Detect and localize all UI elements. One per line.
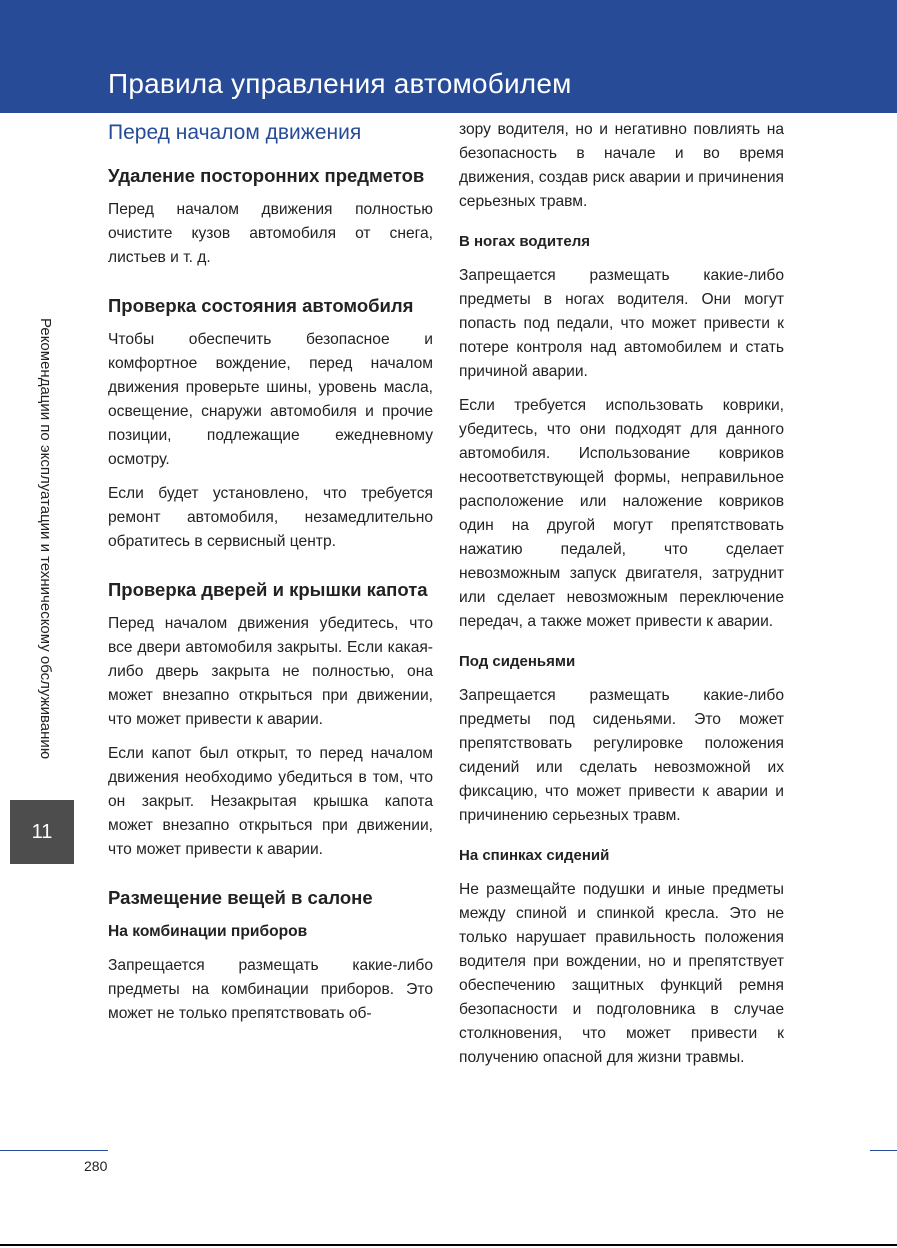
paragraph-dashboard-continued: зору водителя, но и негативно повлиять на безопасность в начале и во время движения, создав риск аварии и причинения серьезных травм. bbox=[459, 121, 784, 210]
paragraph-doors-1: Перед началом движения убедитесь, что все двери автомобиля закрыты. Если какая-либо дверь закрыта не полностью, она может внезапно открыться при движении, что может привести к аварии. bbox=[108, 615, 433, 728]
paragraph-vehicle-condition-2: Если будет установлено, что требуется ремонт автомобиля, незамедлительно обратитесь в сервисный центр. bbox=[108, 485, 433, 550]
page-bottom-border bbox=[0, 1244, 897, 1246]
page-number: 280 bbox=[84, 1158, 108, 1174]
heading-vehicle-condition: Проверка состояния автомобиля bbox=[108, 295, 414, 316]
paragraph-doors-2: Если капот был открыт, то перед началом движения необходимо убедиться в том, что он закрыт. Незакрытая крышка капота может внезапно открыться при движении, что может привести к аварии. bbox=[108, 745, 433, 858]
heading-doors-hood: Проверка дверей и крышки капота bbox=[108, 579, 428, 600]
paragraph-remove-objects: Перед началом движения полностью очистите кузов автомобиля от снега, листьев и т. д. bbox=[108, 201, 433, 266]
heading-under-seats: Под сиденьями bbox=[459, 653, 576, 670]
paragraph-driver-feet-1: Запрещается размещать какие-либо предметы в ногах водителя. Они могут попасть под педали, что может привести к потере контроля над автомобилем и стать причиной аварии. bbox=[459, 267, 784, 380]
footer-rule-left bbox=[0, 1150, 108, 1151]
section-title: Перед началом движения bbox=[108, 121, 362, 144]
chapter-side-label: Рекомендации по эксплуатации и техническому обслуживанию bbox=[37, 318, 54, 760]
heading-dashboard: На комбинации приборов bbox=[108, 923, 308, 940]
page-header-title: Правила управления автомобилем bbox=[108, 68, 572, 99]
heading-cabin-placement: Размещение вещей в салоне bbox=[108, 887, 373, 908]
heading-remove-objects: Удаление посторонних предметов bbox=[108, 165, 425, 186]
chapter-number-tab bbox=[10, 800, 74, 864]
heading-seat-backs: На спинках сидений bbox=[459, 847, 610, 864]
footer-rule-right bbox=[870, 1150, 897, 1151]
paragraph-vehicle-condition-1: Чтобы обеспечить безопасное и комфортное вождение, перед началом движения проверьте шины, уровень масла, освещение, снаружи автомобиля и прочие позиции, подлежащие ежедневному осмотру. bbox=[108, 331, 433, 468]
left-column bbox=[108, 118, 433, 1036]
chapter-number: 11 bbox=[31, 820, 53, 843]
paragraph-driver-feet-2: Если требуется использовать коврики, убедитесь, что они подходят для данного автомобиля. Использование ковриков несоответствующей формы, неправильное расположение или наложение ковриков один на другой могут препятствовать нажатию педалей, что сделает невозможным запуск двигателя, затруднит или сделает невозможным переключение передач, а также может привести к аварии. bbox=[459, 397, 784, 630]
paragraph-seat-backs: Не размещайте подушки и иные предметы между спиной и спинкой кресла. Это не только нарушает правильность положения водителя при вождении, но и препятствует обеспечению защитных функций ремня безопасности и подголовника в случае столкновения, что может привести к получению опасной для жизни травмы. bbox=[459, 881, 784, 1066]
right-column bbox=[459, 118, 784, 1080]
heading-driver-feet: В ногах водителя bbox=[459, 233, 591, 250]
paragraph-dashboard: Запрещается размещать какие-либо предметы на комбинации приборов. Это может не только препятствовать об- bbox=[108, 957, 433, 1022]
paragraph-under-seats: Запрещается размещать какие-либо предметы под сиденьями. Это может препятствовать регулировке положения сидений или сделать невозможной их фиксацию, что может привести к аварии и причинению серьезных травм. bbox=[459, 687, 784, 824]
